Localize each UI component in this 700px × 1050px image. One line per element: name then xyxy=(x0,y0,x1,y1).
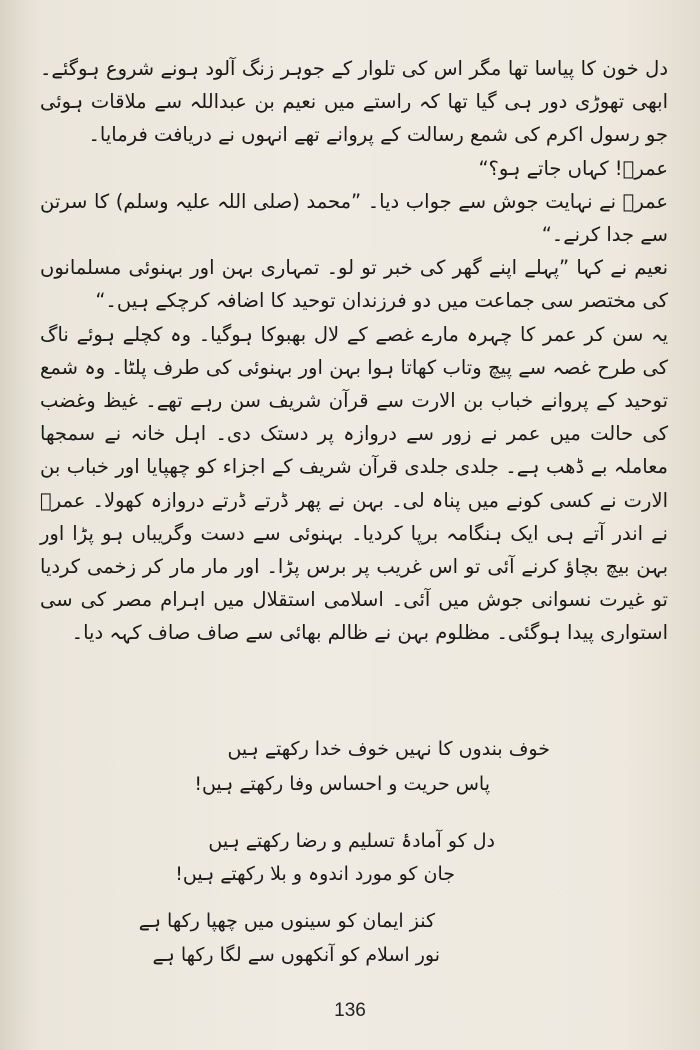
paragraph-4: نعیم نے کہا ”پہلے اپنے گھر کی خبر تو لو۔ تمہاری بہن اور بہنوئی مسلمانوں کی مختصر سی جماعت میں دو فرزندان توحید کا اضافہ کرچکے ہیں۔“ xyxy=(40,256,668,313)
page-number: 136 xyxy=(334,1000,366,1021)
paragraph-1: دل خون کا پیاسا تھا مگر اس کی تلوار کے جوہر زنگ آلود ہونے شروع ہوگئے۔ ابھی تھوڑی دور ہی گیا تھا کہ راستے میں نعیم بن عبداللہ سے ملاقات ہوئی جو رسول اکرم کی شمع رسالت کے پروانے تھے انہوں نے دریافت فرمایا۔ xyxy=(40,57,668,147)
verse-line-3: دل کو آمادۂ تسلیم و رضا رکھتے ہیں xyxy=(208,830,495,852)
paragraph-3: عمرؓ نے نہایت جوش سے جواب دیا۔ ”محمد (صلی اللہ علیہ وسلم) کا سرتن سے جدا کرنے۔“ xyxy=(40,189,668,247)
paragraph-5: یہ سن کر عمر کا چہرہ مارے غصے کے لال بھبوکا ہوگیا۔ وہ کچلے ہوئے ناگ کی طرح غصہ سے پیچ وتاب کھاتا ہوا بہن اور بہنوئی کی طرف پلٹا۔ وہ شمع توحید کے پروانے خباب بن الارت سے قرآن شریف سن رہے تھے۔ غیظ وغضب کی حالت میں عمر نے زور سے دروازہ پر دستک دی۔ اہل خانہ نے سمجھا معاملہ بے ڈھب ہے۔ جلدی جلدی قرآن شریف کے اجزاء کو چھپایا اور خباب بن الارت نے کسی کونے میں پناہ لی۔ بہن نے پھر ڈرتے ڈرتے دروازہ کھولا۔ عمرؓ نے اندر آتے ہی ایک ہنگامہ برپا کردیا۔ بہنوئی سے دست وگریباں ہو پڑا اور بہن بیچ بچاؤ کرنے آئی تو اس غریب پر برس پڑا۔ اور مار مار کر زخمی کردیا تو غیرت نسوانی جوش میں آئی۔ اسلامی استقلال میں اہرام مصر کی سی استواری پیدا ہوگئی۔ مظلوم بہن نے ظالم بھائی سے صاف صاف کہہ دیا۔ xyxy=(40,322,668,645)
verse-line-4: جان کو مورد اندوہ و بلا رکھتے ہیں! xyxy=(175,863,455,885)
verse-line-6: نور اسلام کو آنکھوں سے لگا رکھا ہے xyxy=(152,944,440,966)
verse-line-5: کنز ایمان کو سینوں میں چھپا رکھا ہے xyxy=(138,910,435,932)
paragraph-2: عمرؓ! کہاں جاتے ہو؟“ xyxy=(478,156,668,180)
verse-line-1: خوف بندوں کا نہیں خوف خدا رکھتے ہیں xyxy=(227,738,550,760)
verse-line-2: پاس حریت و احساس وفا رکھتے ہیں! xyxy=(194,773,490,795)
